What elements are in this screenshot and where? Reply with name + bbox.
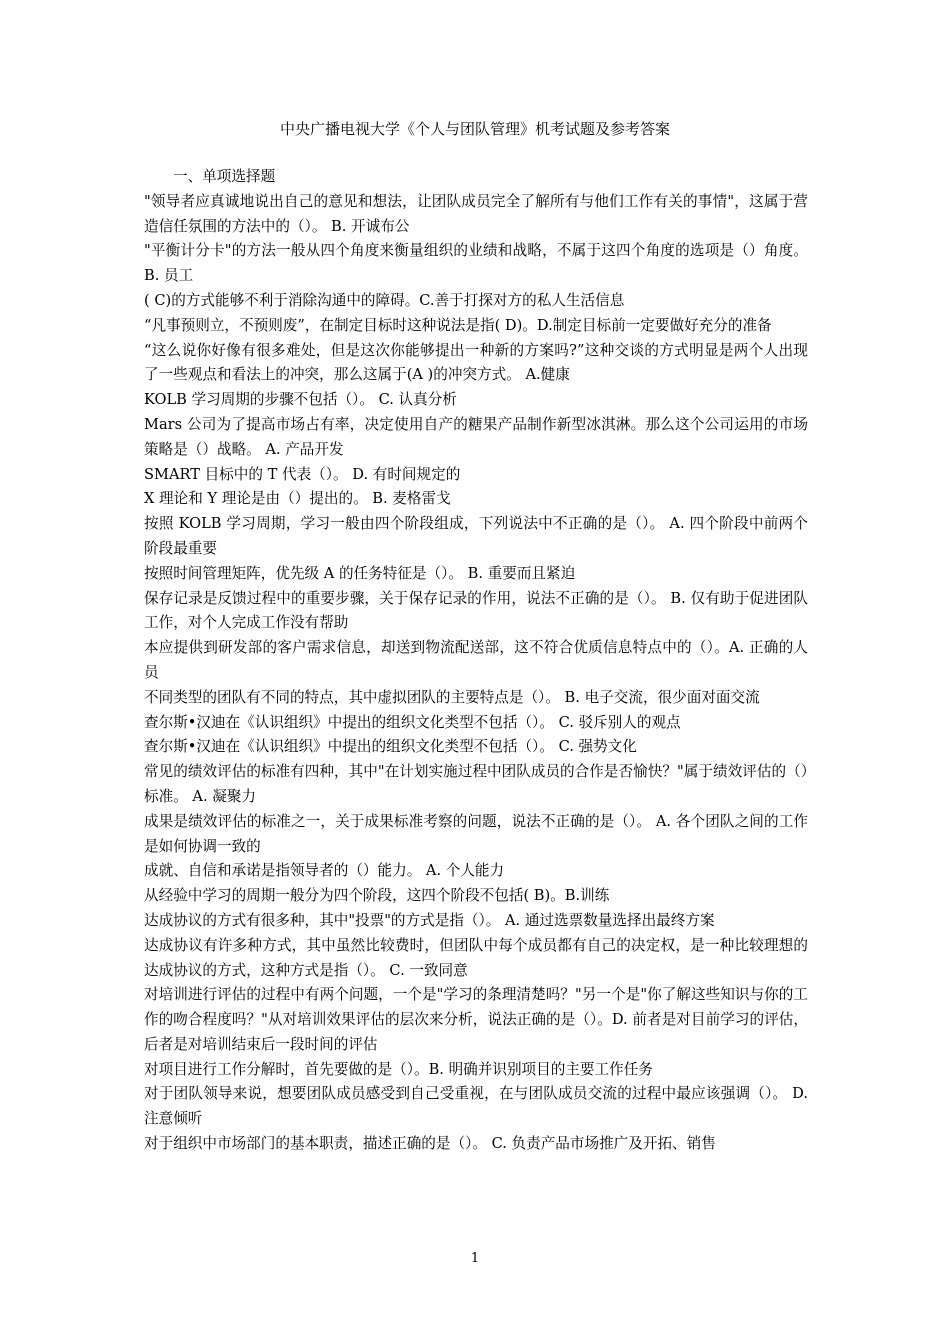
question-paragraph: “凡事预则立，不预则废”，在制定目标时这种说法是指( D)。D.制定目标前一定要做好充分的准备 — [144, 316, 772, 334]
question-paragraph: 成就、自信和承诺是指领导者的（）能力。 A. 个人能力 — [144, 862, 505, 880]
document-title: 中央广播电视大学《个人与团队管理》机考试题及参考答案 — [279, 120, 670, 138]
question-paragraph: 保存记录是反馈过程中的重要步骤，关于保存记录的作用，说法不正确的是（）。 B. 仅有助于促进团队工作，对个人完成工作没有帮助 — [144, 589, 808, 632]
question-paragraph: 按照 KOLB 学习周期，学习一般由四个阶段组成，下列说法中不正确的是（）。 A. 四个阶段中前两个阶段最重要 — [144, 515, 808, 557]
question-paragraph: 常见的绩效评估的标准有四种，其中"在计划实施过程中团队成员的合作是否愉快？"属于绩效评估的（）标准。 A. 凝聚力 — [144, 763, 808, 805]
question-paragraph: KOLB 学习周期的步骤不包括（）。 C. 认真分析 — [144, 391, 457, 409]
question-paragraph: 达成协议有许多种方式，其中虽然比较费时，但团队中每个成员都有自己的决定权，是一种比较理想的达成协议的方式，这种方式是指（）。 C. 一致同意 — [144, 936, 808, 979]
question-paragraph: "平衡计分卡"的方法一般从四个角度来衡量组织的业绩和战略，不属于这四个角度的选项是（）角度。 B. 员工 — [144, 242, 808, 285]
question-paragraph: 从经验中学习的周期一般分为四个阶段，这四个阶段不包括( B)。B.训练 — [144, 887, 610, 905]
question-paragraph: 达成协议的方式有很多种，其中"投票"的方式是指（）。 A. 通过选票数量选择出最终方案 — [144, 911, 715, 929]
question-paragraph: X 理论和 Y 理论是由（）提出的。 B. 麦格雷戈 — [144, 490, 451, 508]
question-paragraph: 查尔斯•汉迪在《认识组织》中提出的组织文化类型不包括（）。 C. 驳斥别人的观点 — [144, 713, 681, 731]
question-paragraph: 对于团队领导来说，想要团队成员感受到自己受重视，在与团队成员交流的过程中最应该强调（）。 D. 注意倾听 — [144, 1085, 808, 1128]
question-paragraph: ( C)的方式能够不利于消除沟通中的障碍。C.善于打探对方的私人生活信息 — [144, 291, 625, 309]
question-paragraph: SMART 目标中的 T 代表（）。 D. 有时间规定的 — [144, 465, 461, 483]
page-number: 1 — [470, 1251, 480, 1266]
section-heading: 一、单项选择题 — [173, 168, 276, 185]
question-paragraph: 查尔斯•汉迪在《认识组织》中提出的组织文化类型不包括（）。 C. 强势文化 — [144, 738, 637, 756]
question-paragraph: 按照时间管理矩阵，优先级 A 的任务特征是（）。 B. 重要而且紧迫 — [144, 564, 576, 582]
question-paragraph: 不同类型的团队有不同的特点，其中虚拟团队的主要特点是（）。 B. 电子交流，很少面对面交流 — [144, 688, 760, 706]
question-paragraph: 对培训进行评估的过程中有两个问题，一个是"学习的条理清楚吗？"另一个是"你了解这些知识与你的工作的吻合程度吗？"从对培训效果评估的层次来分析，说法正确的是（）。D. 前者是对目前学习的评估，后者是对培训结束后一段时间的评估 — [144, 986, 808, 1053]
question-paragraph: Mars 公司为了提高市场占有率，决定使用自产的糖果产品制作新型冰淇淋。那么这个公司运用的市场策略是（）战略。 A. 产品开发 — [144, 415, 808, 458]
question-paragraph: "领导者应真诚地说出自己的意见和想法，让团队成员完全了解所有与他们工作有关的事情"，这属于营造信任氛围的方法中的（）。 B. 开诚布公 — [144, 192, 808, 235]
question-paragraph: 对项目进行工作分解时，首先要做的是（）。B. 明确并识别项目的主要工作任务 — [144, 1060, 653, 1078]
question-paragraph: 对于组织中市场部门的基本职责，描述正确的是（）。 C. 负责产品市场推广及开拓、销售 — [144, 1135, 716, 1153]
document-body — [144, 165, 808, 1157]
question-paragraph: “这么说你好像有很多难处，但是这次你能够提出一种新的方案吗?”这种交谈的方式明显是两个人出现了一些观点和看法上的冲突，那么这属于(A )的冲突方式。 A.健康 — [144, 341, 808, 384]
question-paragraph: 成果是绩效评估的标准之一，关于成果标准考察的问题，说法不正确的是（）。 A. 各个团队之间的工作是如何协调一致的 — [144, 812, 808, 855]
question-paragraph: 本应提供到研发部的客户需求信息，却送到物流配送部，这不符合优质信息特点中的（）。A. 正确的人员 — [144, 639, 808, 681]
